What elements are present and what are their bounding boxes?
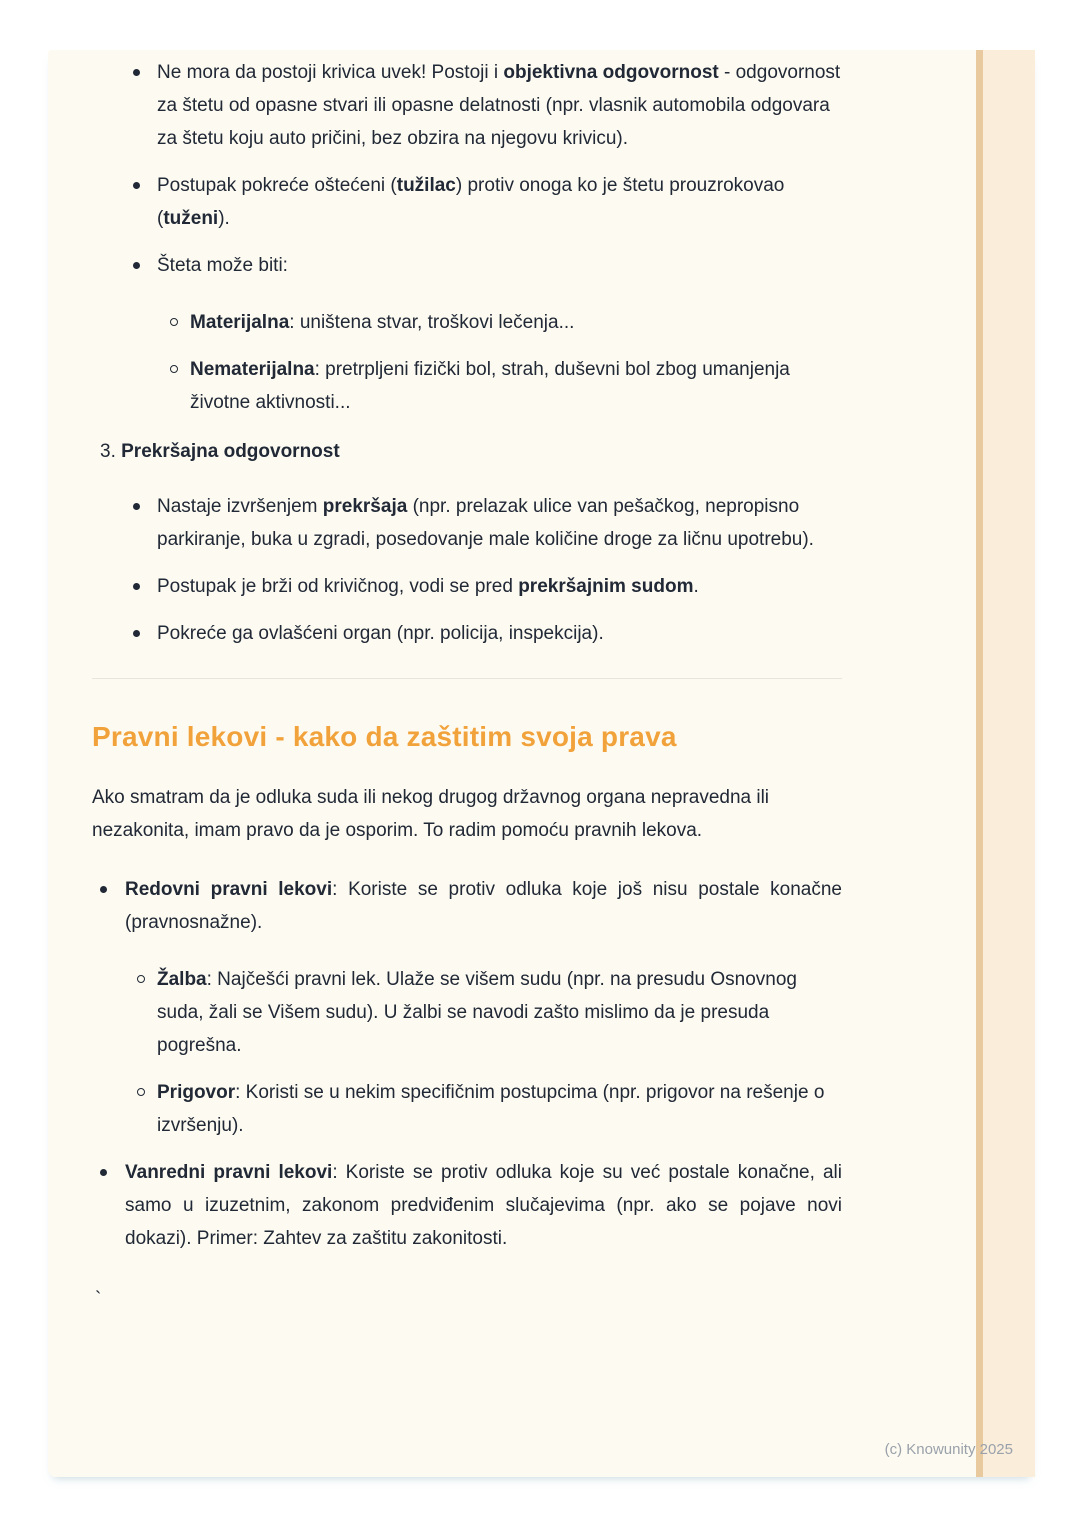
stray-backtick: ` bbox=[95, 1289, 102, 1310]
document-page bbox=[48, 50, 1035, 1477]
sub-list-item bbox=[125, 1076, 842, 1142]
sub-bullet-list bbox=[157, 306, 842, 419]
bullet-dot-icon bbox=[133, 262, 140, 269]
list-item-text: Postupak pokreće oštećeni (tužilac) protiv onoga ko je štetu prouzrokovao (tuženi). bbox=[157, 175, 785, 229]
list-item-text: Pokreće ga ovlašćeni organ (npr. policija, inspekcija). bbox=[157, 623, 604, 644]
intro-paragraph: Ako smatram da je odluka suda ili nekog drugog državnog organa nepravedna ili nezakonita, imam pravo da je osporim. To radim pomoću pravnih lekova. bbox=[92, 787, 770, 841]
sub-list-item bbox=[157, 353, 842, 419]
page-edge-line bbox=[976, 50, 983, 1477]
list-item bbox=[92, 249, 842, 419]
numbered-heading bbox=[92, 435, 842, 468]
numbered-heading-title: Prekršajna odgovornost bbox=[121, 441, 340, 462]
list-item bbox=[92, 873, 842, 1142]
section-divider bbox=[92, 678, 842, 679]
bullet-list-liability bbox=[92, 56, 842, 419]
list-item-text: Ne mora da postoji krivica uvek! Postoji i objektivna odgovornost - odgovornost za štetu od opasne stvari ili opasne delatnosti (npr. vlasnik automobila odgovara za štetu koju auto pričini, bez obzira na njegovu krivicu). bbox=[157, 62, 841, 149]
bullet-list-remedies bbox=[92, 873, 842, 1255]
sub-list-item-text: Materijalna: uništena stvar, troškovi lečenja... bbox=[190, 312, 575, 333]
bullet-dot-icon bbox=[100, 886, 107, 893]
section-heading: Pravni lekovi - kako da zaštitim svoja prava bbox=[92, 721, 677, 752]
bullet-dot-icon bbox=[133, 69, 140, 76]
list-item bbox=[92, 1156, 842, 1255]
bullet-dot-icon bbox=[133, 630, 140, 637]
circle-bullet-icon bbox=[170, 318, 178, 326]
list-item-text: Postupak je brži od krivičnog, vodi se pred prekršajnim sudom. bbox=[157, 576, 699, 597]
list-item bbox=[92, 570, 842, 603]
bullet-dot-icon bbox=[100, 1169, 107, 1176]
list-item-text: Nastaje izvršenjem prekršaja (npr. prelazak ulice van pešačkog, nepropisno parkiranje, buka u zgradi, posedovanje male količine droge za ličnu upotrebu). bbox=[157, 496, 814, 550]
circle-bullet-icon bbox=[137, 1088, 145, 1096]
sub-list-item-text: Žalba: Najčešći pravni lek. Ulaže se višem sudu (npr. na presudu Osnovnog suda, žali se Višem sudu). U žalbi se navodi zašto mislimo da je presuda pogrešna. bbox=[157, 969, 797, 1056]
document-content bbox=[92, 56, 842, 1316]
list-item bbox=[92, 56, 842, 155]
list-item bbox=[92, 617, 842, 650]
page-edge-stripe bbox=[983, 50, 1035, 1477]
sub-list-item bbox=[157, 306, 842, 339]
bullet-list-misdemeanor bbox=[92, 490, 842, 650]
numbered-heading-number: 3. bbox=[100, 441, 122, 462]
circle-bullet-icon bbox=[170, 365, 178, 373]
circle-bullet-icon bbox=[137, 975, 145, 983]
list-item-text: Šteta može biti: bbox=[157, 255, 288, 276]
list-item-text: Vanredni pravni lekovi: Koriste se protiv odluka koje su već postale konačne, ali samo u izuzetnim, zakonom predviđenim slučajevima (npr. ako se pojave novi dokazi). Primer: Zahtev za zaštitu zakonitosti. bbox=[125, 1162, 842, 1249]
bullet-dot-icon bbox=[133, 182, 140, 189]
sub-list-item-text: Nematerijalna: pretrpljeni fizički bol, strah, duševni bol zbog umanjenja životne aktivnosti... bbox=[190, 359, 790, 413]
list-item-text: Redovni pravni lekovi: Koriste se protiv odluka koje još nisu postale konačne (pravnosnažne). bbox=[125, 879, 842, 933]
sub-bullet-list bbox=[125, 963, 842, 1142]
sub-list-item-text: Prigovor: Koristi se u nekim specifičnim postupcima (npr. prigovor na rešenje o izvršenju). bbox=[157, 1082, 825, 1136]
list-item bbox=[92, 169, 842, 235]
sub-list-item bbox=[125, 963, 842, 1062]
bullet-dot-icon bbox=[133, 503, 140, 510]
copyright-watermark: (c) Knowunity 2025 bbox=[884, 1441, 1013, 1458]
list-item bbox=[92, 490, 842, 556]
bullet-dot-icon bbox=[133, 583, 140, 590]
